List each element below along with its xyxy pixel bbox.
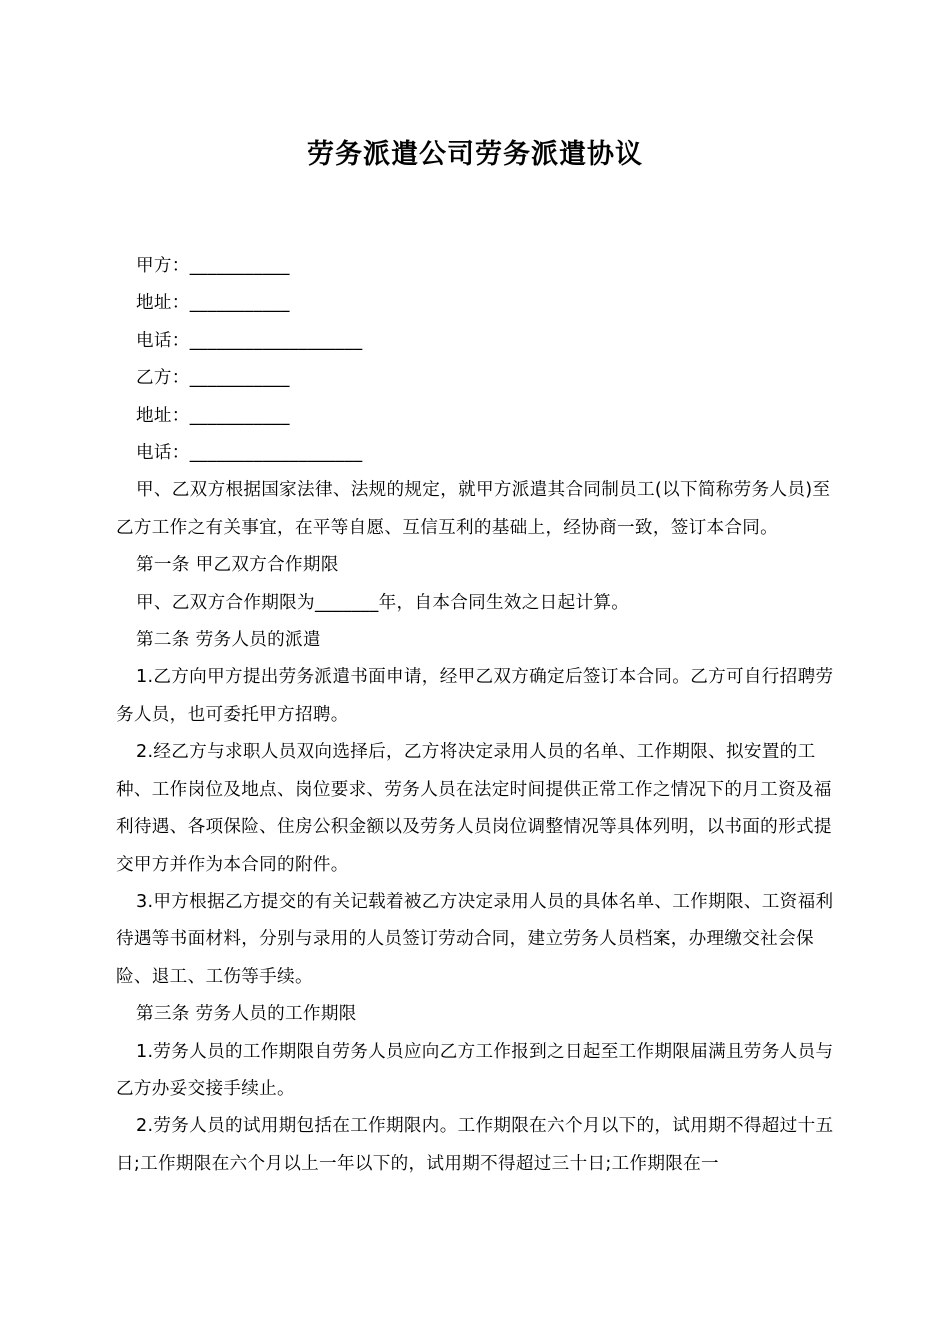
phone-a-label: 电话： [136,330,190,351]
article-3-item-1: 1.劳务人员的工作期限自劳务人员应向乙方工作报到之日起至工作期限届满且劳务人员与乙方办妥交接手续止。 [116,1041,834,1099]
document-title: 劳务派遣公司劳务派遣协议 [307,139,643,170]
address-a-label: 地址： [136,293,190,314]
address-b-label: 地址： [136,405,190,426]
article-1-text [116,585,836,622]
party-b-label: 乙方： [136,368,190,389]
article-1-text-before: 甲、乙双方合作期限为 [136,592,315,613]
phone-b-field [116,435,836,472]
article-3-heading: 第三条 劳务人员的工作期限 [136,1004,357,1025]
article-1-blank: _______ [314,592,379,613]
document-body [116,248,836,1183]
preamble-paragraph: 甲、乙双方根据国家法律、法规的规定，就甲方派遣其合同制员工(以下简称劳务人员)至乙方工作之有关事宜，在平等自愿、互信互利的基础上，经协商一致，签订本合同。 [116,480,831,538]
phone-b-blank: ___________________ [189,443,363,464]
address-a-blank: ___________ [189,293,290,314]
article-2-item-1: 1.乙方向甲方提出劳务派遣书面申请，经甲乙双方确定后签订本合同。乙方可自行招聘劳务人员，也可委托甲方招聘。 [116,667,834,725]
article-2-item-2: 2.经乙方与求职人员双向选择后，乙方将决定录用人员的名单、工作期限、拟安置的工种、工作岗位及地点、岗位要求、劳务人员在法定时间提供正常工作之情况下的月工资及福利待遇、各项保险、住房公积金额以及劳务人员岗位调整情况等具体列明，以书面的形式提交甲方并作为本合同的附件。 [116,742,832,875]
party-a-label: 甲方： [136,256,190,276]
article-2-heading: 第二条 劳务人员的派遣 [136,630,321,651]
article-2-item-3: 3.甲方根据乙方提交的有关记载着被乙方决定录用人员的具体名单、工作期限、工资福利待遇等书面材料，分别与录用的人员签订劳动合同，建立劳务人员档案，办理缴交社会保险、退工、工伤等手续。 [116,891,834,987]
phone-a-blank: ___________________ [189,330,363,351]
party-b-blank: ___________ [189,368,290,389]
party-b-field [116,360,836,397]
article-1-text-after: 年，自本合同生效之日起计算。 [378,592,630,613]
phone-a-field [116,323,836,360]
article-3-item-2: 2.劳务人员的试用期包括在工作期限内。工作期限在六个月以下的，试用期不得超过十五日;工作期限在六个月以上一年以下的，试用期不得超过三十日;工作期限在一 [116,1116,834,1174]
phone-b-label: 电话： [136,443,190,464]
party-a-field [116,248,836,285]
address-b-field [116,398,836,435]
article-1-heading: 第一条 甲乙双方合作期限 [136,555,339,576]
address-b-blank: ___________ [189,405,290,426]
party-a-blank: ___________ [189,256,290,276]
address-a-field [116,285,836,322]
